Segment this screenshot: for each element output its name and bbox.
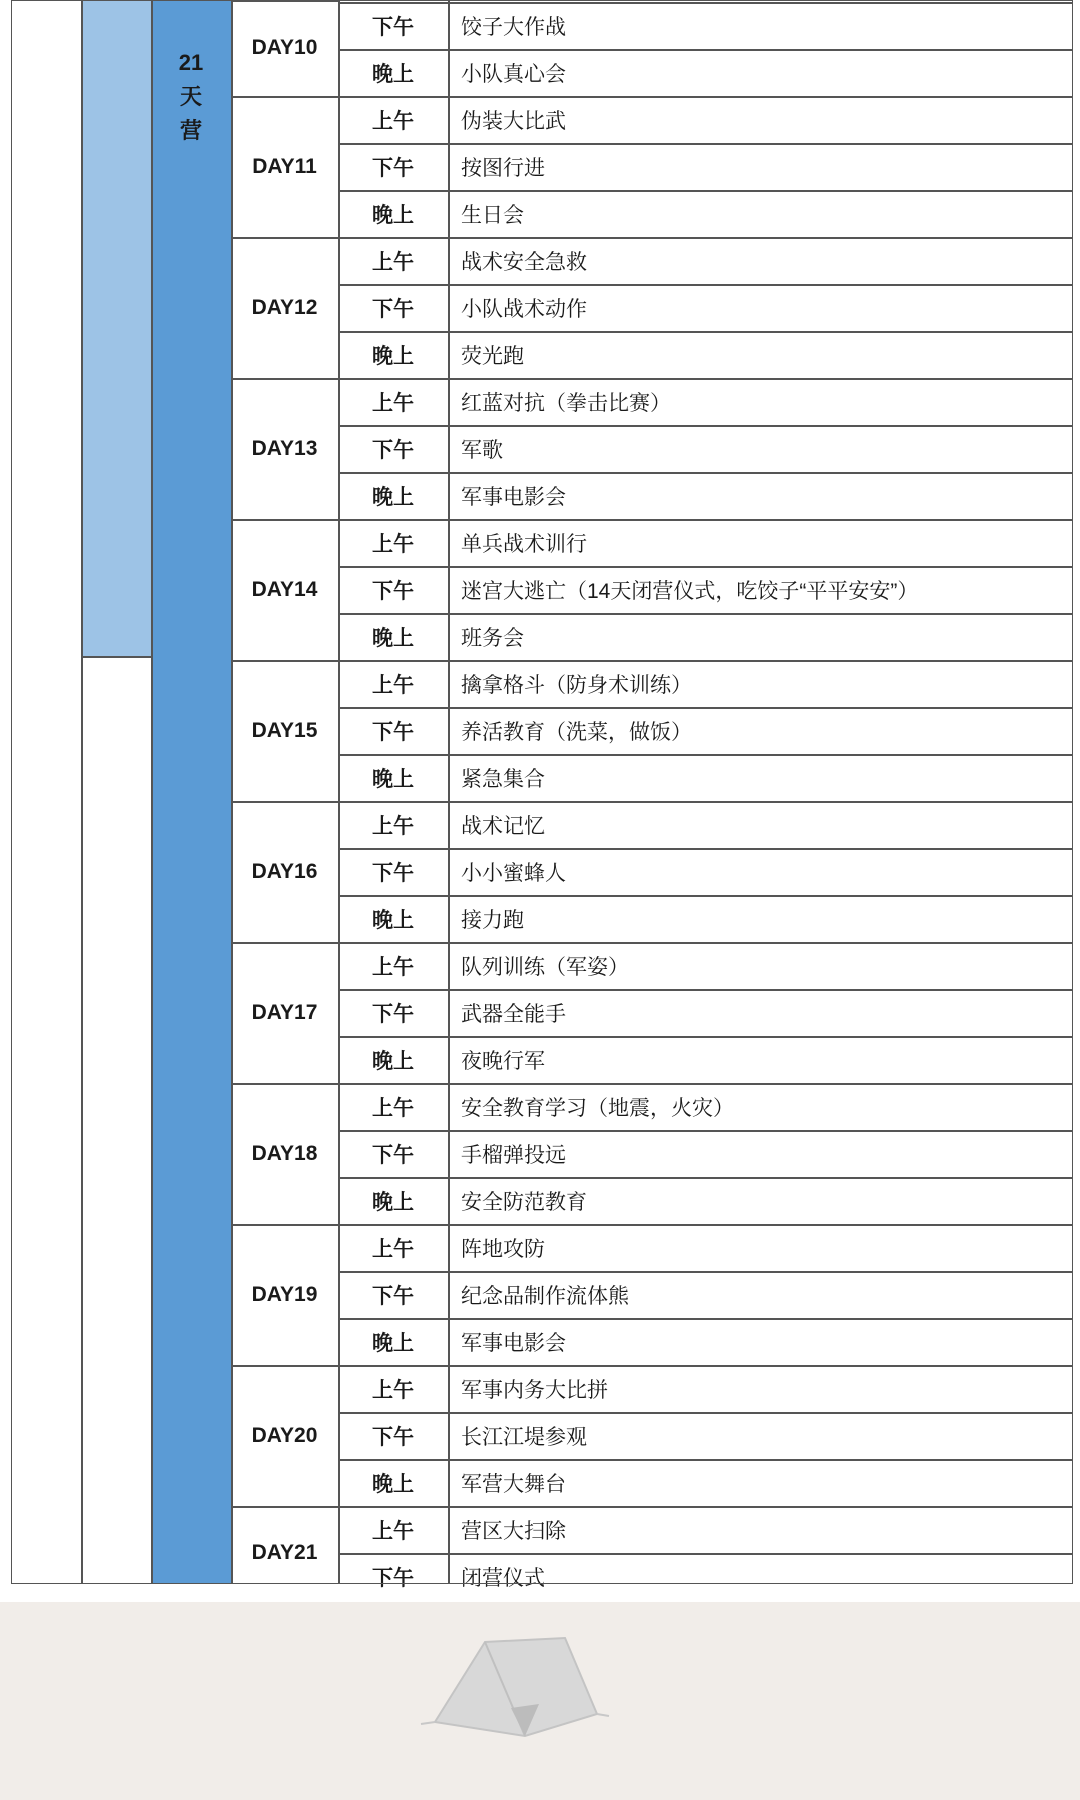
day-label: DAY13 xyxy=(251,436,318,460)
period-label: 晚上 xyxy=(372,1331,414,1355)
period-label: 上午 xyxy=(372,814,414,838)
period-label: 上午 xyxy=(372,1237,414,1261)
period-label: 晚上 xyxy=(372,62,414,86)
period-label: 上午 xyxy=(372,391,414,415)
period-label: 晚上 xyxy=(372,908,414,932)
day-label: DAY15 xyxy=(251,718,318,742)
schedule-table xyxy=(11,0,1073,1590)
day-label: DAY18 xyxy=(251,1141,318,1165)
activity-label: 养活教育（洗菜，做饭） xyxy=(461,720,692,744)
period-label: 上午 xyxy=(372,109,414,133)
activity-label: 军事内务大比拼 xyxy=(461,1378,608,1402)
activity-label: 接力跑 xyxy=(461,908,524,932)
period-label: 下午 xyxy=(372,579,414,603)
period-label: 上午 xyxy=(372,532,414,556)
period-label: 上午 xyxy=(372,1519,414,1543)
period-label: 晚上 xyxy=(372,485,414,509)
activity-label: 安全教育学习（地震，火灾） xyxy=(461,1096,734,1120)
tent-icon xyxy=(415,1634,615,1744)
activity-label: 战术安全急救 xyxy=(461,250,587,274)
period-label: 下午 xyxy=(372,1143,414,1167)
activity-label: 军事电影会 xyxy=(461,1331,566,1355)
activity-label: 阵地攻防 xyxy=(461,1237,545,1261)
activity-label: 擒拿格斗（防身术训练） xyxy=(461,673,692,697)
day-label: DAY20 xyxy=(251,1423,318,1447)
activity-label: 营区大扫除 xyxy=(461,1519,566,1543)
activity-label: 单兵战术训行 xyxy=(461,532,587,556)
period-label: 下午 xyxy=(372,1425,414,1449)
period-label: 晚上 xyxy=(372,1472,414,1496)
day-label: DAY12 xyxy=(251,295,318,319)
period-label: 下午 xyxy=(372,297,414,321)
activity-label: 武器全能手 xyxy=(461,1002,566,1026)
period-label: 下午 xyxy=(372,720,414,744)
activity-label: 荧光跑 xyxy=(461,344,524,368)
day-label: DAY19 xyxy=(251,1282,318,1306)
period-label: 晚上 xyxy=(372,203,414,227)
period-label: 上午 xyxy=(372,673,414,697)
period-label: 上午 xyxy=(372,955,414,979)
activity-label: 小队真心会 xyxy=(461,62,566,86)
period-label: 上午 xyxy=(372,1378,414,1402)
activity-label: 小小蜜蜂人 xyxy=(461,861,566,885)
footer-band xyxy=(0,1602,1080,1800)
activity-label: 红蓝对抗（拳击比赛） xyxy=(461,391,671,415)
activity-label: 伪装大比武 xyxy=(461,109,566,133)
period-label: 下午 xyxy=(372,1002,414,1026)
period-label: 下午 xyxy=(372,1566,414,1590)
activity-label: 军事电影会 xyxy=(461,485,566,509)
activity-label: 军营大舞台 xyxy=(461,1472,566,1496)
activity-label: 按图行进 xyxy=(461,156,545,180)
activity-label: 军歌 xyxy=(461,438,503,462)
period-label: 晚上 xyxy=(372,626,414,650)
activity-label: 班务会 xyxy=(461,626,524,650)
activity-label: 手榴弹投远 xyxy=(461,1143,566,1167)
activity-label: 生日会 xyxy=(461,203,524,227)
activity-label: 紧急集合 xyxy=(461,767,545,791)
activity-label: 纪念品制作流体熊 xyxy=(461,1284,629,1308)
period-label: 晚上 xyxy=(372,1049,414,1073)
table-frame xyxy=(11,0,1073,1584)
activity-label: 夜晚行军 xyxy=(461,1049,545,1073)
period-label: 下午 xyxy=(372,861,414,885)
day-label: DAY14 xyxy=(251,577,318,601)
day-label: DAY21 xyxy=(251,1541,318,1564)
period-label: 下午 xyxy=(372,15,414,39)
day-label: DAY10 xyxy=(251,36,318,59)
camp-label-21-day: 21 天 营 xyxy=(178,50,204,143)
period-label: 下午 xyxy=(372,156,414,180)
period-label: 上午 xyxy=(372,1096,414,1120)
period-label: 上午 xyxy=(372,250,414,274)
activity-label: 迷宫大逃亡（14天闭营仪式，吃饺子“平平安安”） xyxy=(461,579,919,603)
activity-label: 队列训练（军姿） xyxy=(461,955,629,979)
period-label: 晚上 xyxy=(372,767,414,791)
period-label: 下午 xyxy=(372,1284,414,1308)
activity-label: 长江江堤参观 xyxy=(461,1425,587,1449)
period-label: 下午 xyxy=(372,438,414,462)
activity-label: 饺子大作战 xyxy=(461,15,566,39)
period-label: 晚上 xyxy=(372,1190,414,1214)
day-label: DAY17 xyxy=(251,1000,318,1024)
day-label: DAY16 xyxy=(251,859,318,883)
activity-label: 安全防范教育 xyxy=(461,1190,587,1214)
activity-label: 小队战术动作 xyxy=(461,297,587,321)
activity-label: 战术记忆 xyxy=(461,814,545,838)
activity-label: 闭营仪式 xyxy=(461,1566,545,1590)
period-label: 晚上 xyxy=(372,344,414,368)
day-label: DAY11 xyxy=(252,154,317,178)
